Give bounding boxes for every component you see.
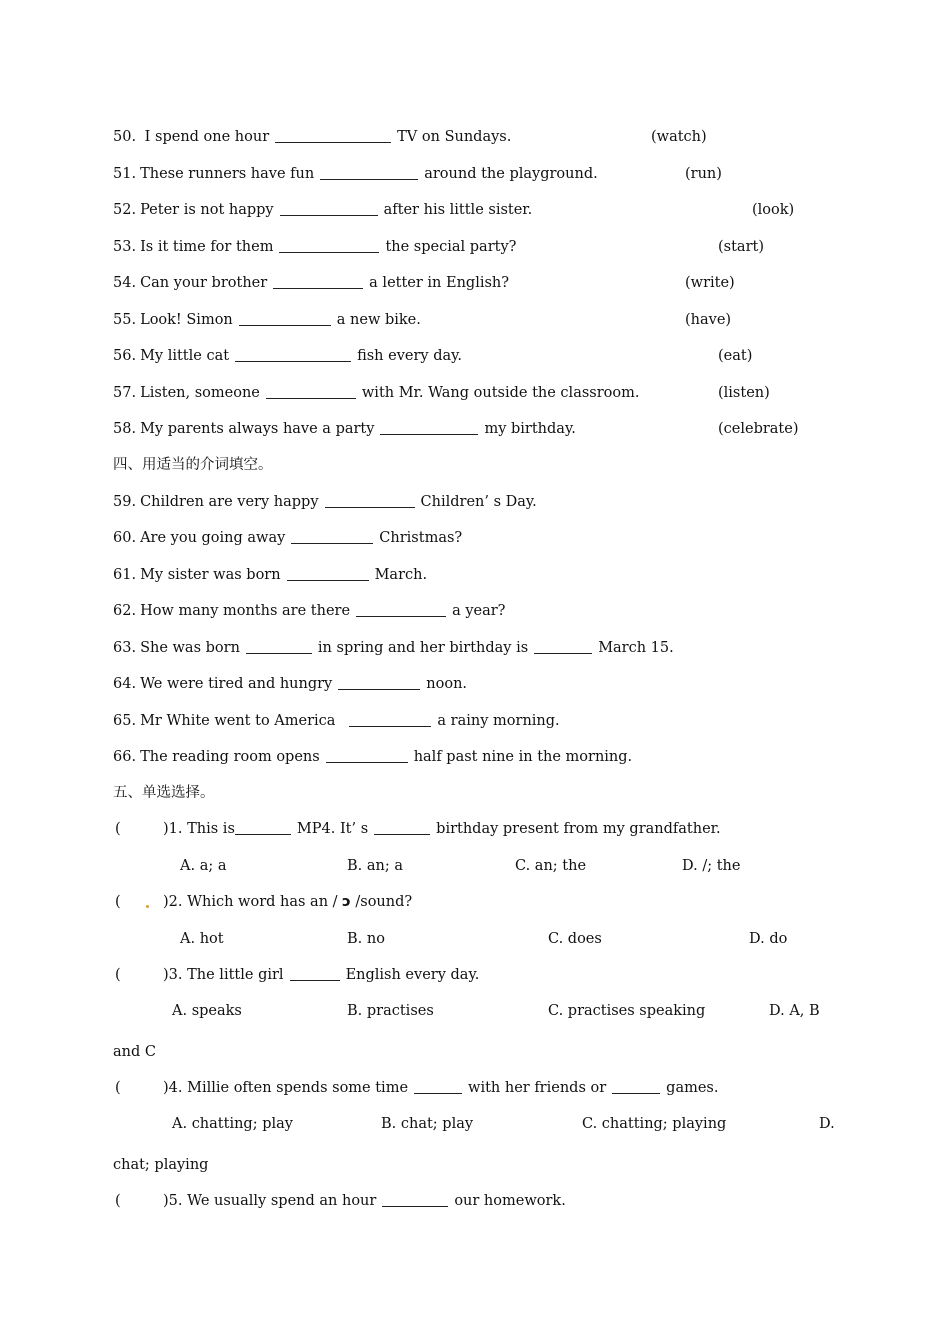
question-63: 63. She was born in spring and her birthday is March 15.: [113, 640, 674, 656]
question-61: 61. My sister was born March.: [113, 567, 428, 583]
option-c[interactable]: C. practises speaking: [548, 1003, 706, 1019]
question-52: 52. Peter is not happy after his little sister.: [113, 202, 533, 218]
section-heading-5: 五、单选选择。: [113, 785, 215, 801]
question-57: 57. Listen, someone with Mr. Wang outside the classroom.: [113, 385, 640, 401]
mc-question-2: )2. Which word has an / ɔ /sound?: [163, 894, 413, 910]
question-62: 62. How many months are there a year?: [113, 603, 506, 619]
hint-55: (have): [685, 312, 732, 328]
hint-50: (watch): [651, 129, 707, 145]
answer-blank[interactable]: [414, 1079, 462, 1094]
answer-paren[interactable]: (: [115, 967, 121, 983]
hint-54: (write): [685, 275, 735, 291]
answer-paren[interactable]: (: [115, 894, 121, 910]
option-c[interactable]: C. chatting; playing: [582, 1116, 727, 1132]
question-64: 64. We were tired and hungry noon.: [113, 676, 468, 692]
option-d[interactable]: D. do: [749, 931, 788, 947]
question-53: 53. Is it time for them the special party?: [113, 239, 517, 255]
option-a[interactable]: A. a; a: [180, 858, 227, 874]
option-b[interactable]: B. chat; play: [381, 1116, 474, 1132]
answer-paren[interactable]: (: [115, 1080, 121, 1096]
answer-blank[interactable]: [279, 238, 379, 253]
question-55: 55. Look! Simon a new bike.: [113, 312, 421, 328]
option-d[interactable]: D. A, B: [769, 1003, 820, 1019]
hint-52: (look): [752, 202, 795, 218]
answer-blank[interactable]: [326, 748, 408, 763]
option-d-wrap: and C: [113, 1044, 156, 1060]
answer-blank[interactable]: [349, 712, 431, 727]
answer-blank[interactable]: [382, 1192, 448, 1207]
option-c[interactable]: C. an; the: [515, 858, 587, 874]
section-heading-4: 四、用适当的介词填空。: [113, 457, 273, 473]
question-59: 59. Children are very happy Children’ s Day.: [113, 494, 537, 510]
answer-blank[interactable]: [287, 566, 369, 581]
answer-blank[interactable]: [612, 1079, 660, 1094]
question-50: 50. I spend one hour TV on Sundays.: [113, 129, 512, 145]
answer-paren[interactable]: (: [115, 1193, 121, 1209]
hint-57: (listen): [718, 385, 770, 401]
hint-53: (start): [718, 239, 764, 255]
answer-blank[interactable]: [266, 384, 356, 399]
answer-blank[interactable]: [290, 966, 340, 981]
answer-blank[interactable]: [356, 602, 446, 617]
answer-blank[interactable]: [239, 311, 331, 326]
question-51: 51. These runners have fun around the playground.: [113, 166, 598, 182]
question-54: 54. Can your brother a letter in English?: [113, 275, 510, 291]
answer-blank[interactable]: [320, 165, 418, 180]
option-a[interactable]: A. chatting; play: [172, 1116, 293, 1132]
answer-blank[interactable]: [235, 347, 351, 362]
answer-blank[interactable]: [291, 529, 373, 544]
answer-blank[interactable]: [280, 201, 378, 216]
question-66: 66. The reading room opens half past nine in the morning.: [113, 749, 633, 765]
option-a[interactable]: A. speaks: [172, 1003, 242, 1019]
hint-51: (run): [685, 166, 722, 182]
question-60: 60. Are you going away Christmas?: [113, 530, 463, 546]
mc-question-1: )1. This is MP4. It’ s birthday present from my grandfather.: [163, 821, 721, 837]
option-a[interactable]: A. hot: [180, 931, 224, 947]
answer-blank[interactable]: [235, 820, 291, 835]
question-58: 58. My parents always have a party my birthday.: [113, 421, 576, 437]
hint-58: (celebrate): [718, 421, 799, 437]
hint-56: (eat): [718, 348, 753, 364]
question-65: 65. Mr White went to America a rainy morning.: [113, 713, 560, 729]
answer-paren[interactable]: (: [115, 821, 121, 837]
option-b[interactable]: B. no: [347, 931, 385, 947]
option-d-wrap: chat; playing: [113, 1157, 209, 1173]
answer-blank[interactable]: [338, 675, 420, 690]
answer-blank[interactable]: [374, 820, 430, 835]
mc-question-4: )4. Millie often spends some time with her friends or games.: [163, 1080, 719, 1096]
answer-blank[interactable]: [380, 420, 478, 435]
option-d[interactable]: D. /; the: [682, 858, 741, 874]
option-b[interactable]: B. practises: [347, 1003, 434, 1019]
option-c[interactable]: C. does: [548, 931, 602, 947]
answer-blank[interactable]: [246, 639, 312, 654]
decorative-dot: [146, 905, 149, 908]
phonetic-symbol: ɔ: [342, 894, 351, 910]
question-56: 56. My little cat fish every day.: [113, 348, 463, 364]
mc-question-5: )5. We usually spend an hour our homework.: [163, 1193, 566, 1209]
answer-blank[interactable]: [275, 128, 391, 143]
answer-blank[interactable]: [273, 274, 363, 289]
mc-question-3: )3. The little girl English every day.: [163, 967, 480, 983]
answer-blank[interactable]: [534, 639, 592, 654]
option-b[interactable]: B. an; a: [347, 858, 403, 874]
answer-blank[interactable]: [325, 493, 415, 508]
option-d[interactable]: D.: [819, 1116, 835, 1132]
